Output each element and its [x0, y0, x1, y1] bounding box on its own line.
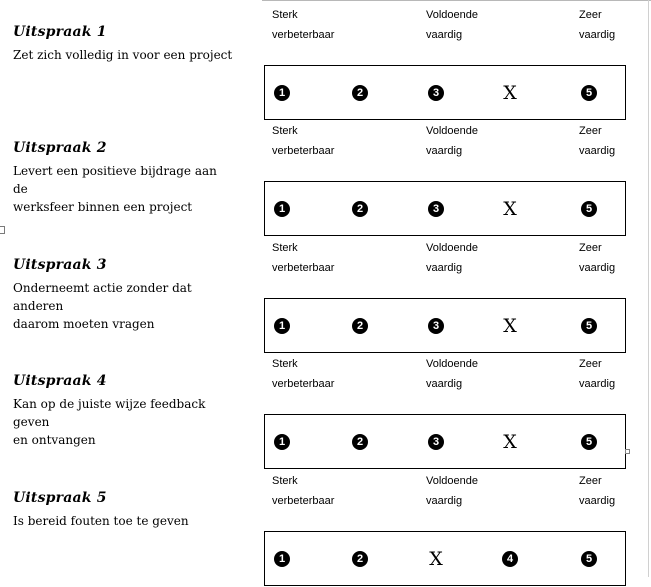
description-line: en ontvangen [13, 433, 96, 447]
selected-mark[interactable]: X [429, 547, 443, 570]
scale-label-mid: vaardig [426, 378, 463, 390]
statement-block [0, 238, 651, 354]
scale-label-mid: vaardig [426, 262, 463, 274]
statement-block [0, 5, 651, 121]
statement-block [0, 354, 651, 470]
scale-label-high: vaardig [579, 378, 616, 390]
rating-box [264, 414, 626, 469]
statement-title: Uitspraak 4 [13, 373, 107, 389]
rating-option-2[interactable]: 2 [352, 201, 368, 217]
scale-label-low: Sterk [272, 125, 298, 137]
statement-description [13, 395, 233, 449]
rating-option-1[interactable]: 1 [274, 85, 290, 101]
scale-label-low: Sterk [272, 9, 298, 21]
statement-block [0, 121, 651, 237]
rating-option-3[interactable]: 3 [428, 434, 444, 450]
statement-block [0, 471, 651, 587]
rating-option-2[interactable]: 2 [352, 318, 368, 334]
rating-box [264, 181, 626, 236]
rating-option-4[interactable]: 4 [502, 551, 518, 567]
statement-description [13, 512, 233, 530]
scale-label-mid: vaardig [426, 29, 463, 41]
selected-mark[interactable]: X [503, 430, 517, 453]
rating-option-3[interactable]: 3 [428, 201, 444, 217]
rating-option-5[interactable]: 5 [581, 434, 597, 450]
description-line: Kan op de juiste wijze feedback geven [13, 397, 206, 429]
rating-option-3[interactable]: 3 [428, 85, 444, 101]
statement-title: Uitspraak 5 [13, 490, 107, 506]
scale-label-high: vaardig [579, 262, 616, 274]
scale-label-high: vaardig [579, 495, 616, 507]
statement-title: Uitspraak 3 [13, 257, 107, 273]
description-line: Levert een positieve bijdrage aan de [13, 164, 217, 196]
rating-option-5[interactable]: 5 [581, 201, 597, 217]
rating-box [264, 65, 626, 120]
description-line: Zet zich volledig in voor een project [13, 48, 233, 62]
scale-label-high: vaardig [579, 29, 616, 41]
scale-label-low: Sterk [272, 242, 298, 254]
top-rule [262, 0, 651, 1]
selected-mark[interactable]: X [503, 197, 517, 220]
scale-label-low: verbeterbaar [272, 29, 335, 41]
rating-box [264, 298, 626, 353]
statement-description [13, 162, 233, 216]
scale-label-mid: Voldoende [426, 9, 478, 21]
scale-label-mid: Voldoende [426, 242, 478, 254]
rating-box [264, 531, 626, 586]
rating-option-5[interactable]: 5 [581, 85, 597, 101]
rating-option-1[interactable]: 1 [274, 551, 290, 567]
scale-label-low: verbeterbaar [272, 262, 335, 274]
scale-label-high: Zeer [579, 125, 602, 137]
scale-label-low: verbeterbaar [272, 495, 335, 507]
rating-option-2[interactable]: 2 [352, 551, 368, 567]
rating-option-2[interactable]: 2 [352, 85, 368, 101]
scale-label-low: Sterk [272, 358, 298, 370]
statement-description [13, 279, 233, 333]
scale-label-mid: Voldoende [426, 358, 478, 370]
scale-label-low: Sterk [272, 475, 298, 487]
selected-mark[interactable]: X [503, 81, 517, 104]
scale-label-high: Zeer [579, 9, 602, 21]
scale-label-high: vaardig [579, 145, 616, 157]
description-line: Is bereid fouten toe te geven [13, 514, 189, 528]
rating-option-1[interactable]: 1 [274, 434, 290, 450]
rating-option-1[interactable]: 1 [274, 318, 290, 334]
scale-label-high: Zeer [579, 475, 602, 487]
scale-label-mid: Voldoende [426, 475, 478, 487]
rating-option-5[interactable]: 5 [581, 318, 597, 334]
description-line: Onderneemt actie zonder dat anderen [13, 281, 192, 313]
resize-handle-icon[interactable] [625, 449, 630, 454]
scale-label-low: verbeterbaar [272, 145, 335, 157]
scale-label-mid: vaardig [426, 145, 463, 157]
description-line: werksfeer binnen een project [13, 200, 193, 214]
scale-label-high: Zeer [579, 242, 602, 254]
scale-label-low: verbeterbaar [272, 378, 335, 390]
selected-mark[interactable]: X [503, 314, 517, 337]
scale-label-mid: Voldoende [426, 125, 478, 137]
scale-label-mid: vaardig [426, 495, 463, 507]
statement-description [13, 46, 233, 64]
rating-option-5[interactable]: 5 [581, 551, 597, 567]
statement-title: Uitspraak 2 [13, 140, 107, 156]
rating-option-3[interactable]: 3 [428, 318, 444, 334]
rating-option-2[interactable]: 2 [352, 434, 368, 450]
scale-label-high: Zeer [579, 358, 602, 370]
rating-option-1[interactable]: 1 [274, 201, 290, 217]
description-line: daarom moeten vragen [13, 317, 155, 331]
statement-title: Uitspraak 1 [13, 24, 107, 40]
